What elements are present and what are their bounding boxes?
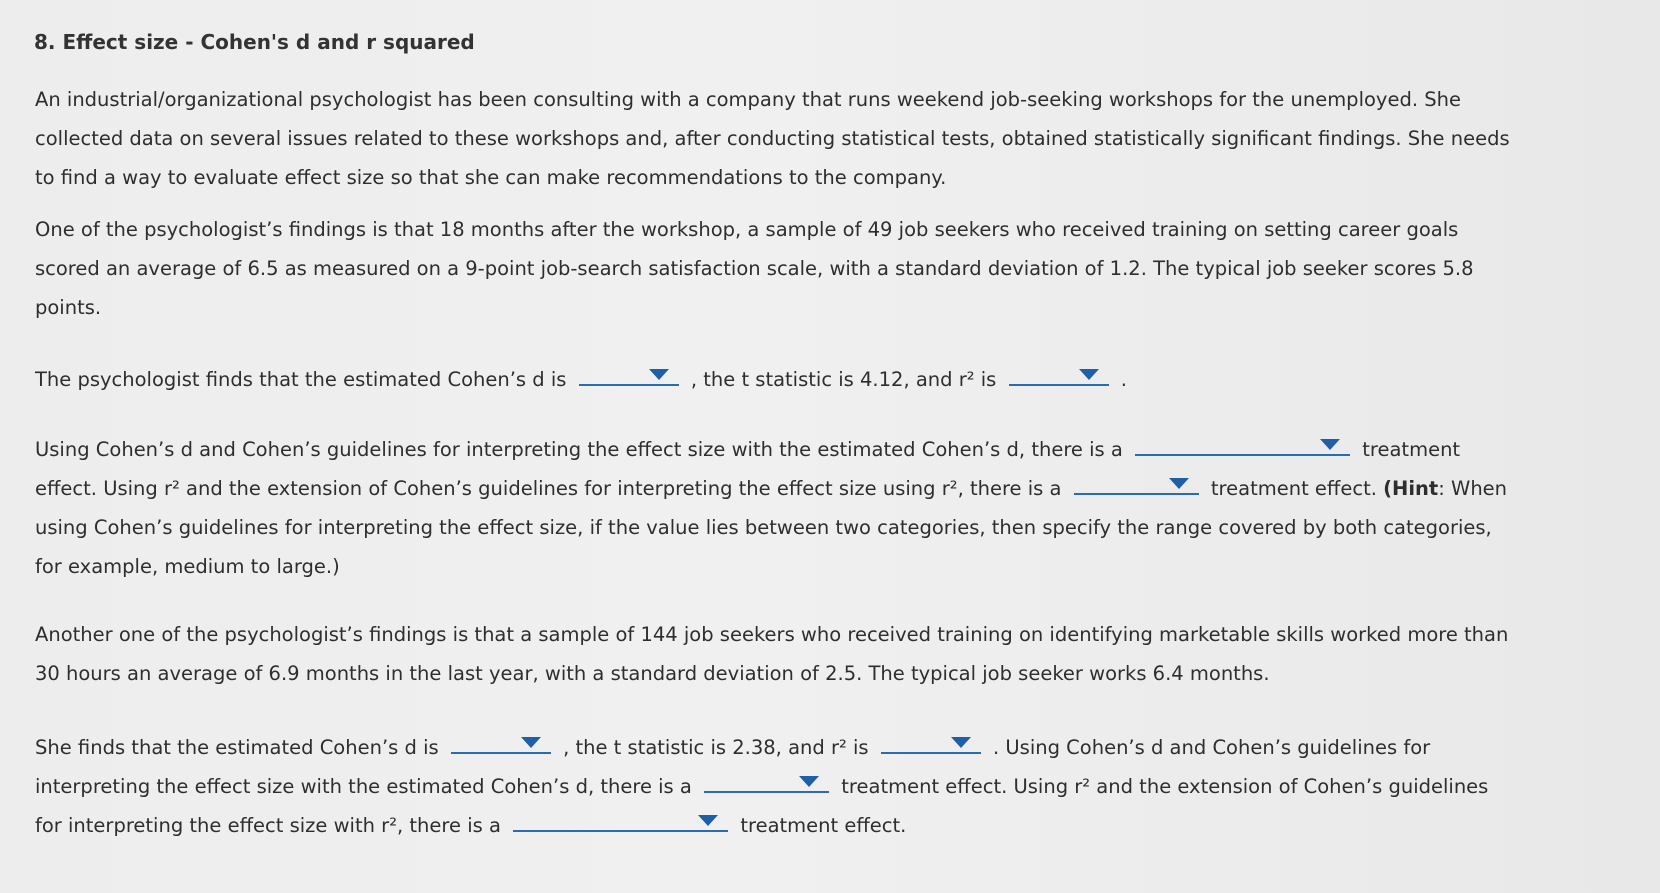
r-squared-effect-dropdown-2[interactable] xyxy=(513,812,728,832)
hint-label: Hint xyxy=(1392,477,1439,500)
q3-text: treatment effect. Using r² and the extension of Cohen’s guidelines xyxy=(841,775,1489,798)
finding1-line: One of the psychologist’s findings is that 18 months after the workshop, a sample of 49 job seekers who received training on setting career goals xyxy=(35,218,1459,241)
q3-text: interpreting the effect size with the estimated Cohen’s d, there is a xyxy=(35,775,692,798)
chevron-down-icon xyxy=(521,737,541,748)
finding1-line: points. xyxy=(35,296,102,319)
q2-text: Using Cohen’s d and Cohen’s guidelines for interpreting the effect size with the estimated Cohen’s d, there is a xyxy=(35,438,1123,461)
finding1-line: scored an average of 6.5 as measured on a 9-point job-search satisfaction scale, with a standard deviation of 1.2. The typical job seeker scores 5.8 xyxy=(35,257,1474,280)
q2-text: for example, medium to large.) xyxy=(35,555,340,578)
intro-paragraph xyxy=(35,80,1535,197)
chevron-down-icon xyxy=(799,776,819,787)
q1-text: , the t statistic is 4.12, and r² is xyxy=(690,368,997,391)
chevron-down-icon xyxy=(1320,439,1340,450)
chevron-down-icon xyxy=(1169,478,1189,489)
question-title: 8. Effect size - Cohen's d and r squared xyxy=(34,30,475,54)
q2-text: treatment xyxy=(1362,438,1461,461)
cohens-d-effect-dropdown-1[interactable] xyxy=(1135,436,1350,456)
cohens-d-dropdown-1[interactable] xyxy=(579,366,679,386)
chevron-down-icon xyxy=(649,369,669,380)
q3-text: for interpreting the effect size with r², there is a xyxy=(35,814,501,837)
q2-text: effect. Using r² and the extension of Cohen’s guidelines for interpreting the effect size using r², there is a xyxy=(35,477,1062,500)
q1-text: . xyxy=(1120,368,1127,391)
finding1-paragraph xyxy=(35,210,1535,327)
cohens-d-effect-dropdown-2[interactable] xyxy=(704,773,829,793)
intro-line: collected data on several issues related to these workshops and, after conducting statistical tests, obtained statistically significant findings. She needs xyxy=(35,127,1510,150)
q2-text: using Cohen’s guidelines for interpreting the effect size, if the value lies between two categories, then specify the range covered by both categories, xyxy=(35,516,1492,539)
chevron-down-icon xyxy=(698,815,718,826)
r-squared-effect-dropdown-1[interactable] xyxy=(1074,475,1199,495)
intro-line: to find a way to evaluate effect size so that she can make recommendations to the company. xyxy=(35,166,947,189)
finding2-line: 30 hours an average of 6.9 months in the last year, with a standard deviation of 2.5. The typical job seeker works 6.4 months. xyxy=(35,662,1270,685)
q1-text: The psychologist finds that the estimated Cohen’s d is xyxy=(35,368,567,391)
question1-paragraph xyxy=(35,360,1535,399)
q3-text: , the t statistic is 2.38, and r² is xyxy=(563,736,869,759)
q3-text: She finds that the estimated Cohen’s d is xyxy=(35,736,439,759)
finding2-line: Another one of the psychologist’s findings is that a sample of 144 job seekers who received training on identifying marketable skills worked more than xyxy=(35,623,1509,646)
intro-line: An industrial/organizational psychologist has been consulting with a company that runs weekend job-seeking workshops for the unemployed. She xyxy=(35,88,1461,111)
q3-text: treatment effect. xyxy=(740,814,907,837)
q2-text: treatment effect. xyxy=(1210,477,1377,500)
hint-text: : When xyxy=(1438,477,1508,500)
r-squared-dropdown-1[interactable] xyxy=(1009,366,1109,386)
cohens-d-dropdown-2[interactable] xyxy=(451,734,551,754)
question2-paragraph xyxy=(35,430,1535,586)
chevron-down-icon xyxy=(951,737,971,748)
finding2-paragraph xyxy=(35,615,1535,693)
q3-text: . Using Cohen’s d and Cohen’s guidelines for xyxy=(992,736,1431,759)
r-squared-dropdown-2[interactable] xyxy=(881,734,981,754)
chevron-down-icon xyxy=(1079,369,1099,380)
question3-paragraph xyxy=(35,728,1535,845)
hint-open: ( xyxy=(1383,477,1393,500)
